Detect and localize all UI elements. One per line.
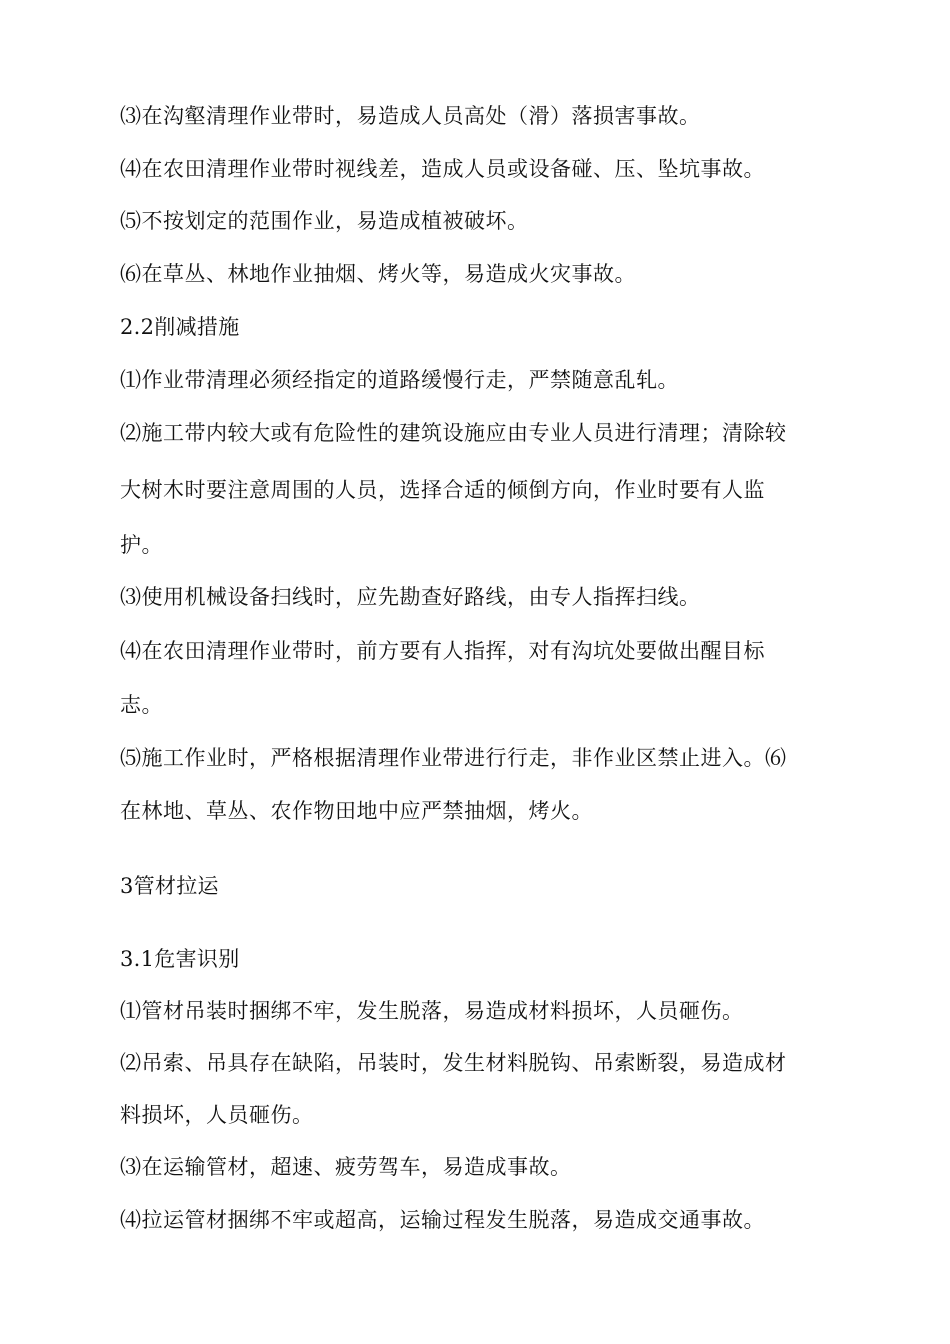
text-line-hazard-3: ⑶在沟壑清理作业带时，易造成人员高处（滑）落损害事故。 xyxy=(120,104,701,128)
text-line-pipe-hazard-1: ⑴管材吊装时捆绑不牢，发生脱落，易造成材料损坏，人员砸伤。 xyxy=(120,999,744,1023)
text-line-pipe-hazard-3: ⑶在运输管材，超速、疲劳驾车，易造成事故。 xyxy=(120,1155,572,1179)
text-line-pipe-hazard-2b: 料损坏，人员砸伤。 xyxy=(120,1103,314,1127)
text-line-hazard-5: ⑸不按划定的范围作业，易造成植被破坏。 xyxy=(120,209,529,233)
section-heading-3-1: 3.1危害识别 xyxy=(120,947,240,971)
text-line-measure-4b: 志。 xyxy=(120,693,163,717)
text-line-measure-2b: 大树木时要注意周围的人员，选择合适的倾倒方向，作业时要有人监 xyxy=(120,478,765,502)
text-line-hazard-6: ⑹在草丛、林地作业抽烟、烤火等，易造成火灾事故。 xyxy=(120,262,636,286)
section-heading-2-2: 2.2削减措施 xyxy=(120,315,240,339)
text-line-measure-3: ⑶使用机械设备扫线时，应先勘查好路线，由专人指挥扫线。 xyxy=(120,585,701,609)
text-line-measure-5b: 在林地、草丛、农作物田地中应严禁抽烟，烤火。 xyxy=(120,799,593,823)
text-line-measure-5a: ⑸施工作业时，严格根据清理作业带进行行走，非作业区禁止进入。⑹ xyxy=(120,746,787,770)
text-line-measure-4a: ⑷在农田清理作业带时，前方要有人指挥，对有沟坑处要做出醒目标 xyxy=(120,639,765,663)
section-heading-3: 3管材拉运 xyxy=(120,874,219,898)
text-line-pipe-hazard-4: ⑷拉运管材捆绑不牢或超高，运输过程发生脱落，易造成交通事故。 xyxy=(120,1208,765,1232)
text-line-measure-2a: ⑵施工带内较大或有危险性的建筑设施应由专业人员进行清理；清除较 xyxy=(120,421,787,445)
text-line-measure-2c: 护。 xyxy=(120,533,163,557)
text-line-hazard-4: ⑷在农田清理作业带时视线差，造成人员或设备碰、压、坠坑事故。 xyxy=(120,157,765,181)
text-line-pipe-hazard-2a: ⑵吊索、吊具存在缺陷，吊装时，发生材料脱钩、吊索断裂，易造成材 xyxy=(120,1051,787,1075)
text-line-measure-1: ⑴作业带清理必须经指定的道路缓慢行走，严禁随意乱轧。 xyxy=(120,368,679,392)
